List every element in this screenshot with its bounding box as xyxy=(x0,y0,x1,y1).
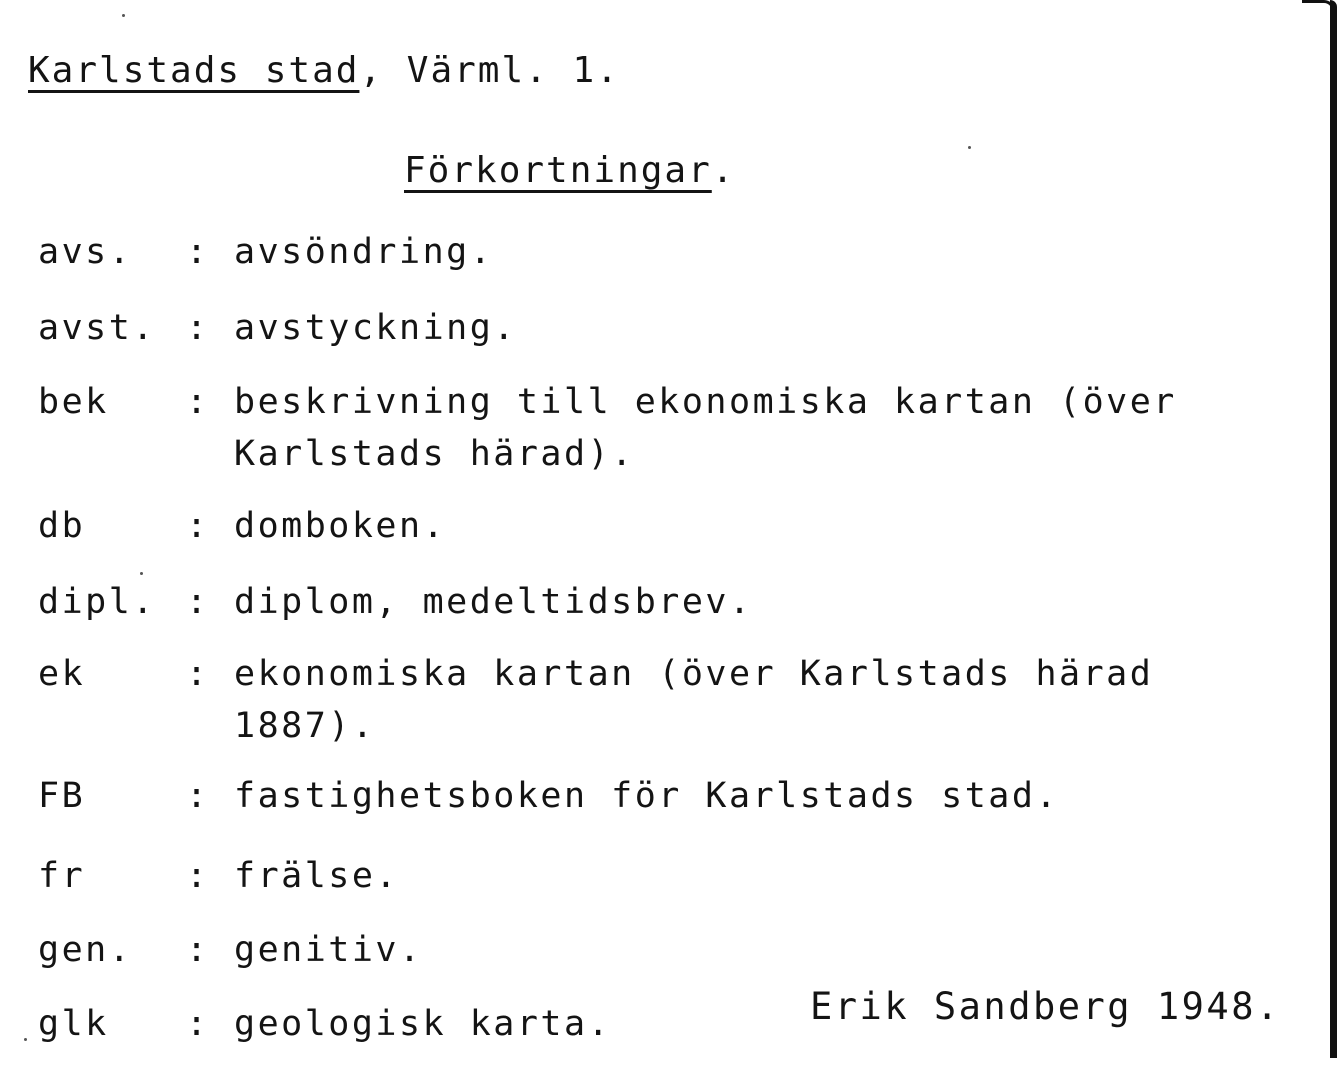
entry-abbreviation: ek xyxy=(38,654,86,694)
scan-speck xyxy=(140,572,143,575)
scan-speck xyxy=(24,1038,27,1041)
entry-abbreviation: avs. xyxy=(38,232,133,272)
entry-definition: beskrivning till ekonomiska kartan (över Karlstads härad). xyxy=(234,382,1177,474)
heading-rest: , Värml. 1. xyxy=(359,50,620,91)
entry-abbreviation: bek xyxy=(38,382,109,422)
card-right-edge xyxy=(1330,0,1337,1058)
entry-abbreviation: fr xyxy=(38,856,86,896)
scan-speck xyxy=(122,14,125,17)
entry-abbreviation: avst. xyxy=(38,308,156,348)
entry-abbreviation: glk xyxy=(38,1004,109,1044)
entry-definition: avsöndring. xyxy=(234,232,494,272)
entry-colon: : xyxy=(186,654,210,694)
scan-speck xyxy=(968,146,971,149)
entry-definition: ekonomiska kartan (över Karlstads härad 1887). xyxy=(234,654,1154,746)
entry-colon: : xyxy=(186,776,210,816)
card-subtitle xyxy=(404,150,735,191)
entry-colon: : xyxy=(186,930,210,970)
author-signature: Erik Sandberg 1948. xyxy=(810,985,1281,1028)
entry-definition: geologisk karta. xyxy=(234,1004,612,1044)
entry-definition: domboken. xyxy=(234,506,447,546)
entry-abbreviation: FB xyxy=(38,776,86,816)
entry-colon: : xyxy=(186,856,210,896)
subtitle-punct: . xyxy=(711,150,736,191)
entry-abbreviation: gen. xyxy=(38,930,133,970)
entry-abbreviation: db xyxy=(38,506,86,546)
entry-abbreviation: dipl. xyxy=(38,582,156,622)
entry-colon: : xyxy=(186,382,210,422)
card-heading xyxy=(28,50,620,91)
entry-colon: : xyxy=(186,232,210,272)
entry-colon: : xyxy=(186,308,210,348)
entry-definition: avstyckning. xyxy=(234,308,517,348)
heading-place: Karlstads stad xyxy=(28,50,360,91)
entry-definition: diplom, medeltidsbrev. xyxy=(234,582,753,622)
entry-colon: : xyxy=(186,582,210,622)
subtitle-text: Förkortningar xyxy=(404,150,712,191)
entry-colon: : xyxy=(186,506,210,546)
entry-definition: genitiv. xyxy=(234,930,423,970)
entry-colon: : xyxy=(186,1004,210,1044)
entry-definition: frälse. xyxy=(234,856,400,896)
entry-definition: fastighetsboken för Karlstads stad. xyxy=(234,776,1060,816)
